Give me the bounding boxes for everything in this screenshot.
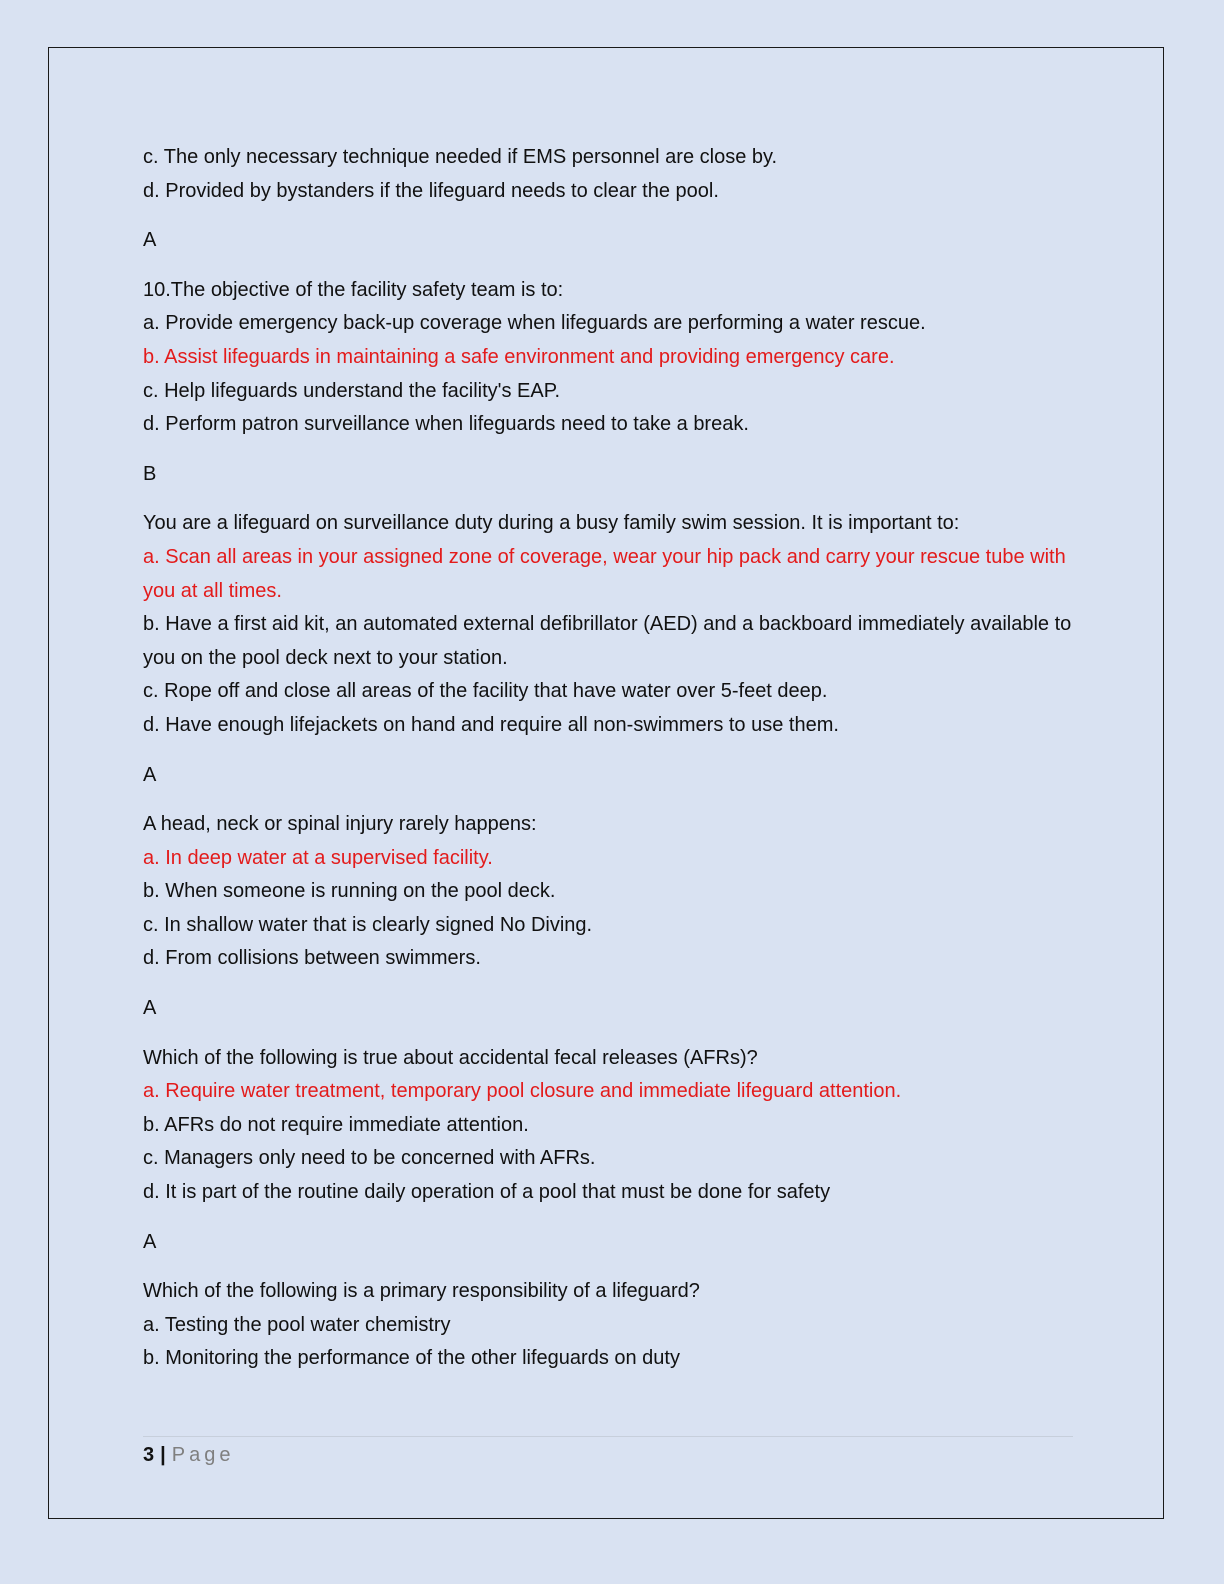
question-block-11	[143, 507, 1073, 792]
option-a: a. Testing the pool water chemistry	[143, 1313, 451, 1336]
option-a: a. Provide emergency back-up coverage when lifeguards are performing a water rescue.	[143, 312, 926, 335]
answer-key: B	[143, 462, 157, 485]
option-a-correct: a. Scan all areas in your assigned zone of coverage, wear your hip pack and carry your rescue tube with you at all times.	[143, 545, 1066, 602]
page-footer	[143, 1436, 1073, 1471]
option-b: b. When someone is running on the pool deck.	[143, 880, 556, 903]
option-d: d. It is part of the routine daily operation of a pool that must be done for safety	[143, 1181, 831, 1204]
option-d: d. Provided by bystanders if the lifeguard needs to clear the pool.	[143, 179, 719, 202]
option-a-correct: a. In deep water at a supervised facility.	[143, 846, 493, 869]
footer-separator: |	[160, 1444, 166, 1466]
question-text: 10.The objective of the facility safety team is to:	[143, 278, 564, 301]
option-c: c. Rope off and close all areas of the facility that have water over 5-feet deep.	[143, 680, 828, 703]
question-text: A head, neck or spinal injury rarely happens:	[143, 813, 537, 836]
option-b-correct: b. Assist lifeguards in maintaining a safe environment and providing emergency care.	[143, 345, 895, 368]
option-d: d. From collisions between swimmers.	[143, 947, 481, 970]
answer-key: A	[143, 997, 157, 1020]
page-label: Page	[171, 1444, 235, 1466]
option-b: b. Have a first aid kit, an automated external defibrillator (AED) and a backboard immediately available to you on the pool deck next to your station.	[143, 613, 1072, 669]
answer-key: A	[143, 229, 157, 252]
document-body	[143, 141, 1073, 1376]
question-text: Which of the following is a primary responsibility of a lifeguard?	[143, 1280, 700, 1303]
option-d: d. Perform patron surveillance when lifeguards need to take a break.	[143, 413, 749, 436]
option-c: c. In shallow water that is clearly signed No Diving.	[143, 913, 593, 936]
question-block-13	[143, 1042, 1073, 1260]
question-block-14	[143, 1275, 1073, 1376]
question-block-12	[143, 808, 1073, 1026]
question-text: You are a lifeguard on surveillance duty during a busy family swim session. It is important to:	[143, 512, 960, 535]
option-b: b. Monitoring the performance of the other lifeguards on duty	[143, 1347, 680, 1370]
question-block-intro	[143, 141, 1073, 258]
option-b: b. AFRs do not require immediate attention.	[143, 1113, 529, 1136]
question-block-10	[143, 274, 1073, 492]
option-c: c. Managers only need to be concerned with AFRs.	[143, 1147, 596, 1170]
option-d: d. Have enough lifejackets on hand and require all non-swimmers to use them.	[143, 713, 839, 736]
option-a-correct: a. Require water treatment, temporary pool closure and immediate lifeguard attention.	[143, 1080, 902, 1103]
question-text: Which of the following is true about accidental fecal releases (AFRs)?	[143, 1046, 758, 1069]
answer-key: A	[143, 1230, 157, 1253]
option-c: c. Help lifeguards understand the facility's EAP.	[143, 379, 561, 402]
answer-key: A	[143, 763, 157, 786]
page-number: 3	[143, 1444, 155, 1466]
option-c: c. The only necessary technique needed if EMS personnel are close by.	[143, 146, 778, 168]
